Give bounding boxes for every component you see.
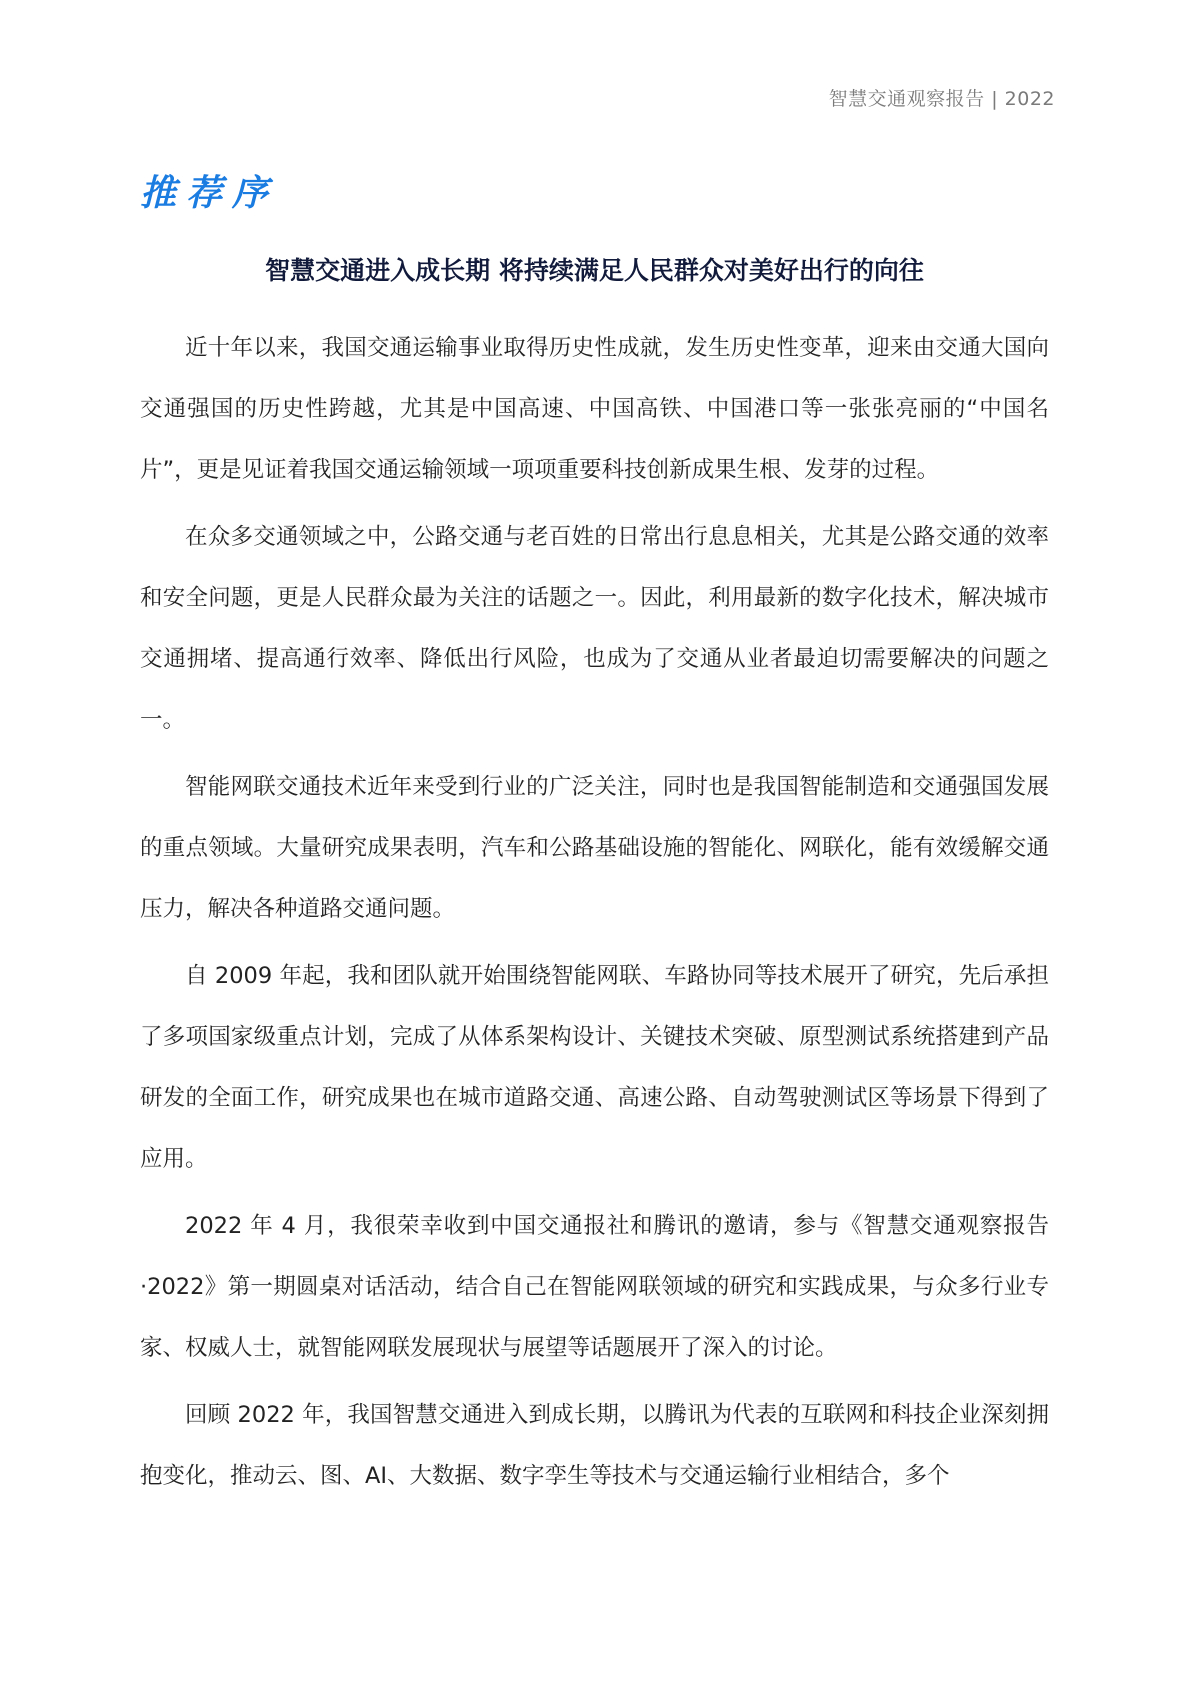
running-header: 智慧交通观察报告 | 2022 (828, 88, 1055, 110)
paragraph: 2022 年 4 月，我很荣幸收到中国交通报社和腾讯的邀请，参与《智慧交通观察报告·2022》第一期圆桌对话活动，结合自己在智能网联领域的研究和实践成果，与众多行业专家、权威人士，就智能网联发展现状与展望等话题展开了深入的讨论。 (140, 1213, 1049, 1361)
paragraph: 回顾 2022 年，我国智慧交通进入到成长期，以腾讯为代表的互联网和科技企业深刻拥抱变化，推动云、图、AI、大数据、数字孪生等技术与交通运输行业相结合，多个 (140, 1402, 1049, 1489)
paragraph: 智能网联交通技术近年来受到行业的广泛关注，同时也是我国智能制造和交通强国发展的重点领域。大量研究成果表明，汽车和公路基础设施的智能化、网联化，能有效缓解交通压力，解决各种道路交通问题。 (140, 774, 1049, 922)
paragraph: 自 2009 年起，我和团队就开始围绕智能网联、车路协同等技术展开了研究，先后承担了多项国家级重点计划，完成了从体系架构设计、关键技术突破、原型测试系统搭建到产品研发的全面工作，研究成果也在城市道路交通、高速公路、自动驾驶测试区等场景下得到了应用。 (140, 963, 1049, 1172)
article-body (140, 318, 1049, 1513)
paragraph: 近十年以来，我国交通运输事业取得历史性成就，发生历史性变革，迎来由交通大国向交通强国的历史性跨越，尤其是中国高速、中国高铁、中国港口等一张张亮丽的“中国名片”，更是见证着我国交通运输领域一项项重要科技创新成果生根、发芽的过程。 (140, 335, 1049, 483)
article-title: 智慧交通进入成长期 将持续满足人民群众对美好出行的向往 (265, 256, 924, 285)
page-title: 推荐序 (140, 173, 279, 214)
paragraph: 在众多交通领域之中，公路交通与老百姓的日常出行息息相关，尤其是公路交通的效率和安全问题，更是人民群众最为关注的话题之一。因此，利用最新的数字化技术，解决城市交通拥堵、提高通行效率、降低出行风险，也成为了交通从业者最迫切需要解决的问题之一。 (140, 524, 1049, 733)
